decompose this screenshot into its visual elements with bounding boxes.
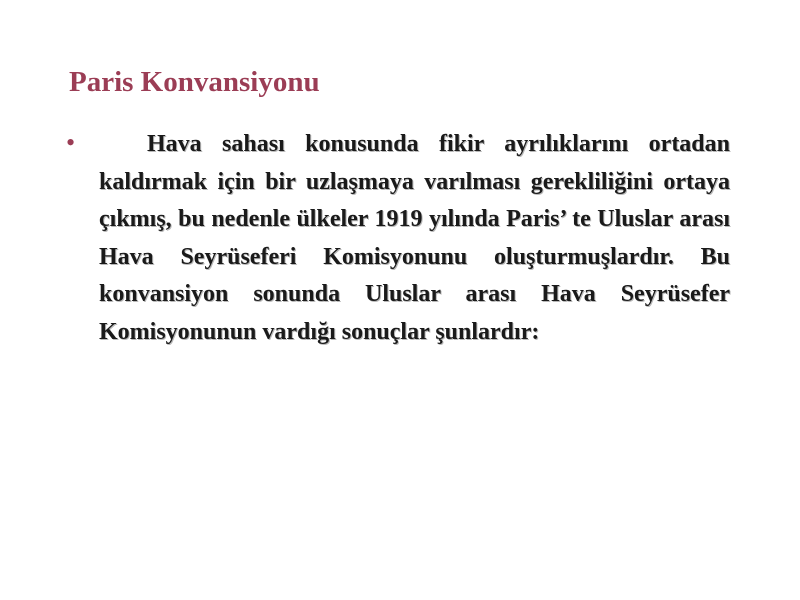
bullet-paragraph: Hava sahası konusunda fikir ayrılıklarını ortadan kaldırmak için bir uzlaşmaya varılması gerekliliğini ortaya çıkmış, bu nedenle ülkeler 1919 yılında Paris’ te Uluslar arası Hava Seyrüseferi Komisyonunu oluşturmuşlardır. Bu konvansiyon sonunda Uluslar arası Hava Seyrüsefer Komisyonunun vardığı sonuçlar şunlardır: [99,131,730,345]
bullet-icon: • [66,128,76,157]
slide-title: Paris Konvansiyonu [69,66,320,98]
